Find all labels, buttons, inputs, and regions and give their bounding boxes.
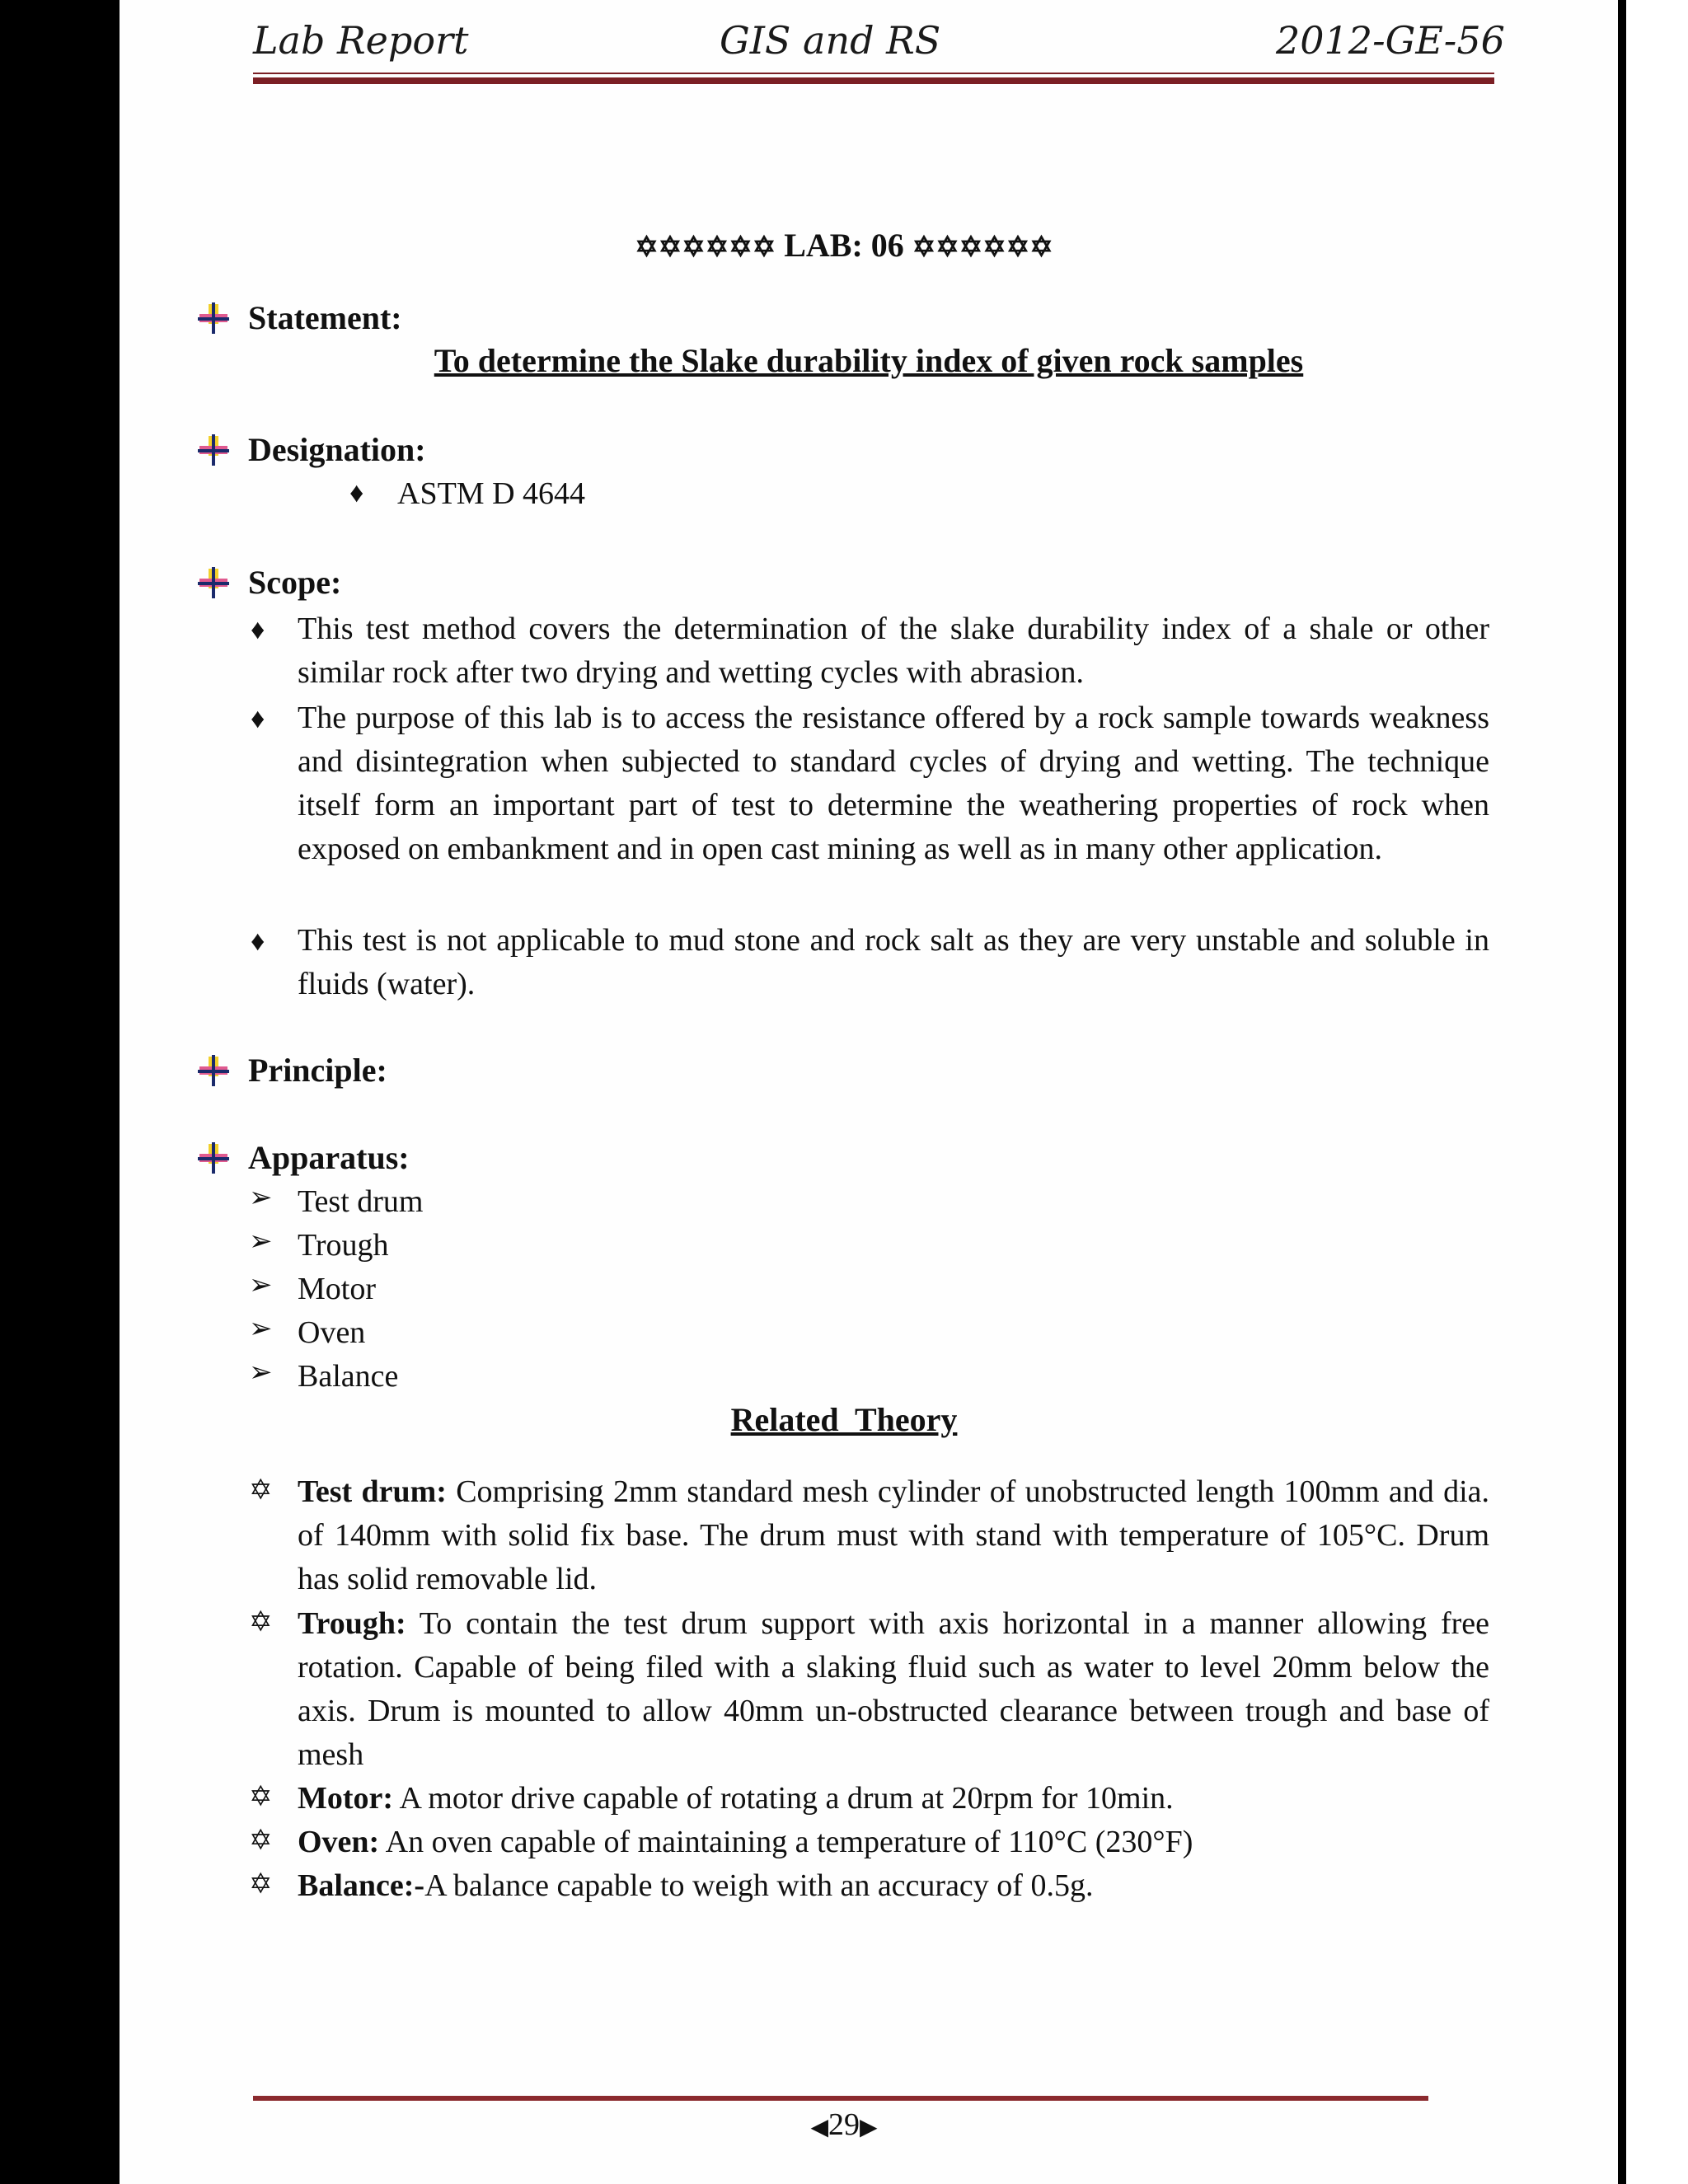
page-prev-arrow-icon: ◀ (810, 2115, 828, 2140)
scope-item: The purpose of this lab is to access the resistance offered by a rock sample towards weakness and disintegration when subjected to standard cycles of drying and wetting. The technique itself form an important part of test to determine the weathering properties of rock when exposed on embankment and in open cast mining as well as in many other application. (298, 701, 1489, 866)
theory-term: Oven: (298, 1825, 380, 1859)
page-number-value: 29 (828, 2107, 860, 2142)
apparatus-item: Motor (298, 1272, 376, 1306)
theory-item (298, 1777, 1489, 1821)
lab-title (0, 226, 1688, 265)
section-bullet-icon (198, 567, 229, 598)
header-rule-thin (253, 73, 1494, 74)
header-rule-thick (253, 77, 1494, 84)
star-bullet-icon: ✡ (249, 1869, 273, 1900)
diamond-bullet-icon: ♦ (251, 704, 265, 734)
scope-item: This test is not applicable to mud stone and rock salt as they are very unstable and soluble in fluids (water). (298, 923, 1489, 1001)
principle-heading: Principle: (248, 1052, 387, 1089)
apparatus-item: Trough (298, 1228, 389, 1263)
apparatus-heading: Apparatus: (248, 1139, 410, 1176)
scope-item: This test method covers the determination of the slake durability index of a shale or other similar rock after two drying and wetting cycles with abrasion. (298, 612, 1489, 690)
title-stars-left: ✡✡✡✡✡✡ (635, 232, 776, 263)
scope-heading: Scope: (248, 564, 342, 601)
arrow-bullet-icon: ➢ (249, 1270, 273, 1301)
theory-term: Test drum: (298, 1474, 447, 1509)
theory-item (298, 1602, 1489, 1777)
header-left: Lab Report (253, 18, 469, 63)
section-bullet-icon (198, 1142, 229, 1174)
theory-heading: Related Theory (730, 1401, 958, 1438)
statement-text: To determine the Slake durability index of given rock samples (434, 342, 1304, 379)
arrow-bullet-icon: ➢ (249, 1357, 273, 1388)
theory-text: A balance capable to weigh with an accuracy of 0.5g. (424, 1868, 1094, 1903)
star-bullet-icon: ✡ (249, 1825, 273, 1856)
star-bullet-icon: ✡ (249, 1475, 273, 1506)
title-text: LAB: 06 (784, 227, 904, 264)
statement-heading: Statement: (248, 299, 402, 336)
section-bullet-icon (198, 1055, 229, 1086)
theory-text: An oven capable of maintaining a temperature of 110°C (230°F) (379, 1825, 1193, 1859)
designation-item: ASTM D 4644 (397, 476, 586, 511)
apparatus-item: Test drum (298, 1184, 424, 1219)
arrow-bullet-icon: ➢ (249, 1183, 273, 1213)
theory-text: Comprising 2mm standard mesh cylinder of unobstructed length 100mm and dia. of 140mm with solid fix base. The drum must with stand with temperature of 105°C. Drum has solid removable lid. (298, 1474, 1489, 1596)
theory-item (298, 1470, 1489, 1601)
star-bullet-icon: ✡ (249, 1782, 273, 1812)
arrow-bullet-icon: ➢ (249, 1314, 273, 1344)
designation-heading: Designation: (248, 431, 426, 468)
arrow-bullet-icon: ➢ (249, 1226, 273, 1257)
page-next-arrow-icon: ▶ (860, 2115, 878, 2140)
page-edge (1618, 0, 1626, 2184)
theory-item (298, 1864, 1489, 1908)
section-bullet-icon (198, 434, 229, 466)
title-stars-right: ✡✡✡✡✡✡ (912, 232, 1053, 263)
diamond-bullet-icon: ♦ (349, 478, 364, 509)
section-bullet-icon (198, 302, 229, 334)
theory-text: To contain the test drum support with axis horizontal in a manner allowing free rotation. Capable of being filed with a slaking fluid such as water to level 20mm below the axis. Drum is mounted to allow 40mm un-obstructed clearance between trough and base of mesh (298, 1606, 1489, 1772)
theory-term: Trough: (298, 1606, 406, 1641)
page-number (0, 2107, 1688, 2143)
header-center: GIS and RS (720, 18, 941, 63)
diamond-bullet-icon: ♦ (251, 615, 265, 645)
page-margin (1626, 0, 1688, 2184)
footer-rule (253, 2096, 1428, 2101)
apparatus-item: Balance (298, 1359, 399, 1394)
apparatus-item: Oven (298, 1315, 366, 1350)
diamond-bullet-icon: ♦ (251, 926, 265, 957)
theory-item (298, 1821, 1489, 1864)
header-right: 2012-GE-56 (1276, 18, 1505, 63)
theory-text: A motor drive capable of rotating a drum at 20rpm for 10min. (393, 1781, 1174, 1816)
theory-term: Motor: (298, 1781, 394, 1816)
theory-term: Balance:- (298, 1868, 425, 1903)
star-bullet-icon: ✡ (249, 1607, 273, 1638)
